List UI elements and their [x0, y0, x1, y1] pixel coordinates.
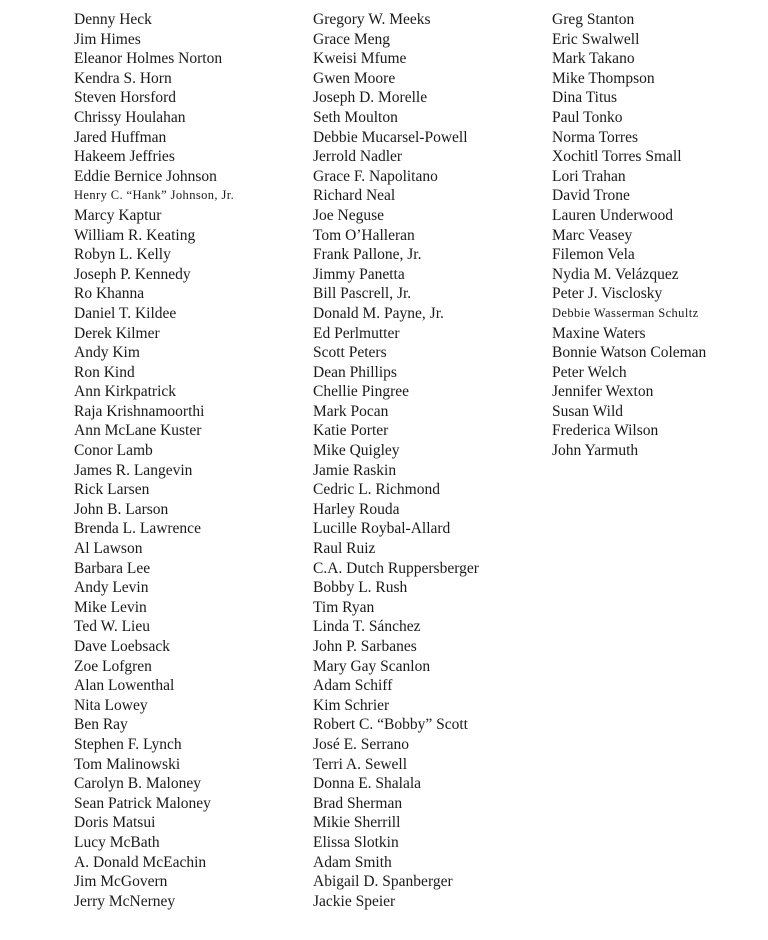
member-name: Jerrold Nadler [313, 148, 403, 166]
member-name: Marc Veasey [552, 226, 633, 244]
member-name: Andy Levin [74, 579, 149, 597]
member-name: José E. Serrano [313, 735, 409, 753]
member-name: Kim Schrier [313, 696, 390, 714]
member-name: Jamie Raskin [313, 461, 397, 479]
member-name: Seth Moulton [313, 108, 398, 126]
member-name: Ro Khanna [74, 285, 145, 303]
member-name: Mike Thompson [552, 69, 655, 87]
name-column-3 [552, 10, 706, 461]
member-name: Hakeem Jeffries [74, 148, 175, 166]
member-name: Tom Malinowski [74, 755, 181, 773]
member-name: Al Lawson [74, 540, 143, 558]
member-name: Lori Trahan [552, 167, 626, 185]
member-name: Donald M. Payne, Jr. [313, 304, 444, 322]
member-name: Peter Welch [552, 363, 627, 381]
member-name: Dave Loebsack [74, 638, 170, 655]
member-name: Barbara Lee [74, 559, 151, 577]
member-name: Grace F. Napolitano [313, 167, 438, 185]
member-name: Katie Porter [313, 422, 389, 440]
member-name: Mike Quigley [313, 442, 400, 460]
member-name: Andy Kim [74, 344, 140, 362]
member-name: Adam Schiff [313, 677, 393, 695]
member-name: Abigail D. Spanberger [313, 873, 453, 891]
member-name: Richard Neal [313, 187, 396, 205]
member-name: Debbie Wasserman Schultz [552, 305, 699, 320]
member-name: A. Donald McEachin [74, 853, 207, 871]
member-name: Joseph P. Kennedy [74, 265, 191, 283]
member-name: John P. Sarbanes [313, 638, 417, 655]
member-name: Lucy McBath [74, 833, 160, 851]
member-name: Ron Kind [74, 363, 135, 381]
member-name: Greg Stanton [552, 11, 635, 28]
member-name: Terri A. Sewell [313, 755, 408, 773]
name-column-1 [74, 10, 234, 911]
member-name: Gregory W. Meeks [313, 11, 431, 28]
member-name: Kendra S. Horn [74, 69, 172, 87]
member-name: Sean Patrick Maloney [74, 794, 211, 812]
member-name: Mark Pocan [313, 402, 389, 420]
member-name: Grace Meng [313, 30, 391, 48]
member-name: Ben Ray [74, 716, 128, 734]
member-name: Cedric L. Richmond [313, 481, 440, 499]
member-name: Frederica Wilson [552, 422, 659, 440]
member-name: Jared Huffman [74, 128, 167, 146]
member-name: Jerry McNerney [74, 892, 176, 910]
member-name: Tim Ryan [313, 598, 375, 616]
member-name: Chrissy Houlahan [74, 108, 186, 126]
member-name: Dina Titus [552, 89, 618, 107]
member-name: Dean Phillips [313, 363, 397, 381]
member-name: Daniel T. Kildee [74, 304, 177, 322]
member-name: William R. Keating [74, 226, 196, 244]
member-name: Brad Sherman [313, 794, 403, 812]
member-name: Raja Krishnamoorthi [74, 402, 205, 420]
member-name: John Yarmuth [552, 442, 639, 460]
member-name: Eddie Bernice Johnson [74, 167, 217, 185]
member-name: Mikie Sherrill [313, 814, 401, 832]
member-name: Zoe Lofgren [74, 657, 152, 675]
member-name: Henry C. “Hank” Johnson, Jr. [74, 188, 235, 203]
member-name: Jennifer Wexton [552, 383, 654, 401]
member-name: Nita Lowey [74, 696, 148, 714]
member-name: Xochitl Torres Small [552, 148, 682, 166]
member-name: James R. Langevin [74, 461, 193, 479]
member-name: Eric Swalwell [552, 30, 640, 48]
member-name: C.A. Dutch Ruppersberger [313, 559, 479, 577]
member-name: Bill Pascrell, Jr. [313, 285, 412, 303]
member-name: Bobby L. Rush [313, 579, 408, 597]
member-name: Mark Takano [552, 50, 635, 68]
member-name: Frank Pallone, Jr. [313, 246, 422, 264]
member-name: Norma Torres [552, 128, 639, 146]
member-name: Paul Tonko [552, 108, 623, 126]
member-name: Elissa Slotkin [313, 833, 399, 851]
member-name: Debbie Mucarsel-Powell [313, 128, 468, 146]
member-name: Peter J. Visclosky [552, 285, 663, 303]
member-name: Scott Peters [313, 344, 387, 362]
member-name: Marcy Kaptur [74, 206, 162, 224]
member-name: Kweisi Mfume [313, 50, 407, 68]
member-name: Lauren Underwood [552, 206, 673, 224]
member-name: Bonnie Watson Coleman [552, 344, 707, 362]
member-name: Jackie Speier [313, 892, 396, 910]
member-name: Ann Kirkpatrick [74, 383, 177, 401]
member-name: Maxine Waters [552, 324, 646, 342]
member-name: Joseph D. Morelle [313, 89, 428, 107]
member-name: Rick Larsen [74, 481, 150, 499]
member-name: David Trone [552, 187, 630, 205]
member-name: Stephen F. Lynch [74, 735, 182, 753]
member-name: Nydia M. Velázquez [552, 265, 679, 283]
member-name: Robert C. “Bobby” Scott [313, 716, 468, 734]
member-name: Linda T. Sánchez [313, 618, 421, 636]
member-name: John B. Larson [74, 500, 169, 518]
member-name: Filemon Vela [552, 246, 635, 264]
member-name: Mike Levin [74, 598, 147, 616]
member-name: Steven Horsford [74, 89, 177, 107]
member-name: Carolyn B. Maloney [74, 775, 201, 793]
member-name: Chellie Pingree [313, 383, 409, 401]
member-name: Joe Neguse [313, 206, 385, 224]
member-name: Derek Kilmer [74, 324, 160, 342]
member-name: Mary Gay Scanlon [313, 657, 431, 675]
member-name: Donna E. Shalala [313, 775, 422, 793]
member-name: Susan Wild [552, 402, 623, 420]
member-name: Gwen Moore [313, 69, 396, 87]
member-name: Conor Lamb [74, 442, 153, 460]
member-name: Raul Ruiz [313, 540, 376, 558]
member-name: Adam Smith [313, 853, 392, 871]
member-name: Ann McLane Kuster [74, 422, 202, 440]
member-name: Robyn L. Kelly [74, 246, 171, 264]
member-name: Alan Lowenthal [74, 677, 175, 695]
member-name: Harley Rouda [313, 500, 400, 518]
member-name: Jimmy Panetta [313, 265, 405, 283]
member-name: Lucille Roybal-Allard [313, 520, 451, 538]
member-name: Ted W. Lieu [74, 618, 150, 636]
name-column-2 [313, 10, 479, 911]
member-name: Ed Perlmutter [313, 324, 400, 342]
member-name: Tom O’Halleran [313, 226, 415, 244]
member-name: Jim Himes [74, 30, 141, 48]
member-name: Doris Matsui [74, 814, 156, 832]
member-name: Denny Heck [74, 11, 152, 28]
member-name: Jim McGovern [74, 873, 168, 891]
member-name: Brenda L. Lawrence [74, 520, 201, 538]
member-name: Eleanor Holmes Norton [74, 50, 223, 68]
